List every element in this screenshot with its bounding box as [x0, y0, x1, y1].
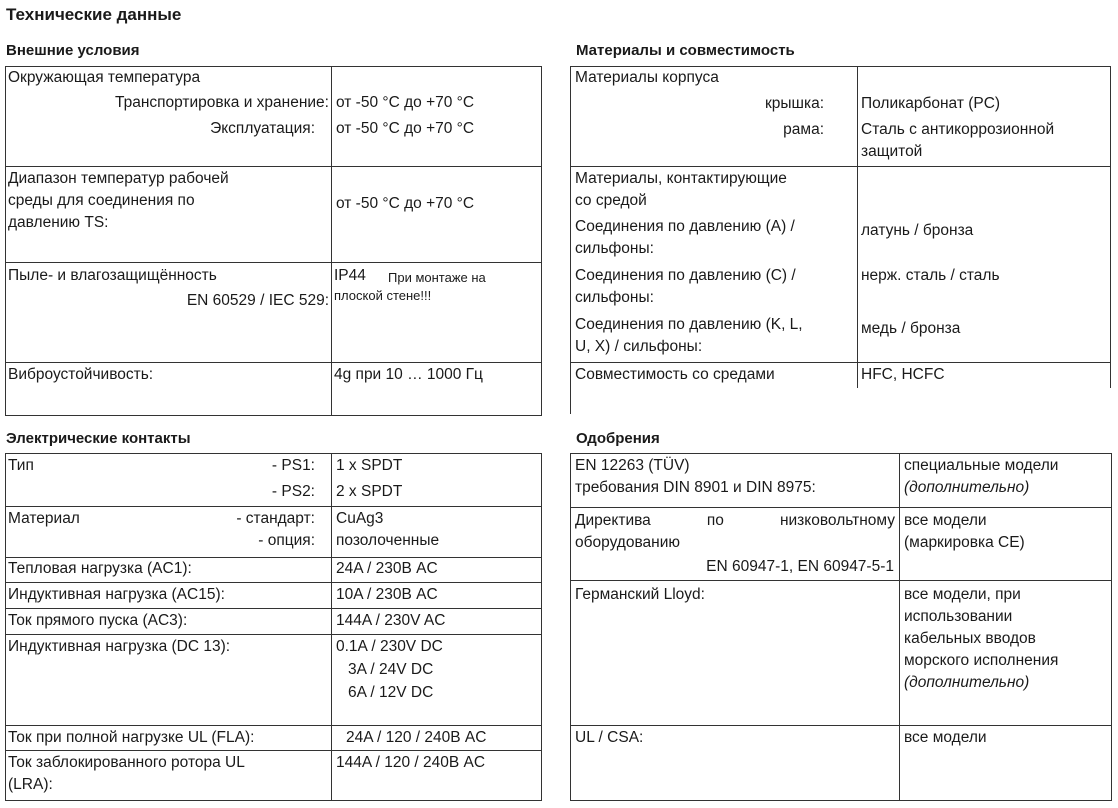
dust-standard: EN 60529 / IEC 529:	[186, 292, 329, 309]
lra-value: 144A / 120 / 240В AC	[336, 754, 486, 771]
dust-note-1: При монтаже на	[388, 270, 486, 285]
en12263-value-2: (дополнительно)	[904, 479, 1030, 496]
approvals-heading: Одобрения	[576, 430, 660, 447]
vibration-value: 4g при 10 … 1000 Гц	[334, 366, 483, 383]
operation-label: Эксплуатация:	[210, 120, 315, 137]
contact-label-1: Материалы, контактирующие	[575, 170, 787, 187]
medium-label-3: давлению TS:	[8, 214, 109, 231]
lloyd-value-1: все модели, при	[904, 586, 1021, 603]
conn-a-value: латунь / бронза	[861, 222, 974, 239]
housing-label: Материалы корпуса	[575, 69, 719, 86]
lloyd-value-2: использовании	[904, 608, 1013, 625]
low-voltage-value-1: все модели	[904, 512, 987, 529]
env-heading: Внешние условия	[6, 42, 140, 59]
compat-value: HFC, HCFC	[861, 366, 945, 383]
lv-word-2: по	[706, 512, 724, 529]
ac1-value: 24A / 230В AC	[336, 560, 438, 577]
standard-label: - стандарт:	[236, 510, 315, 527]
type-label: Тип	[8, 457, 34, 474]
ul-csa-label: UL / CSA:	[575, 729, 644, 746]
en12263-label-1: EN 12263 (TÜV)	[575, 457, 690, 474]
conn-k-label-2: U, X) / сильфоны:	[575, 338, 703, 355]
lloyd-value-3: кабельных вводов	[904, 630, 1036, 647]
conn-k-label-1: Соединения по давлению (K, L,	[575, 316, 803, 333]
dc13-value-3: 6A / 12V DC	[348, 684, 434, 701]
material-label: Материал	[8, 510, 80, 527]
lloyd-label: Германский Lloyd:	[575, 586, 705, 603]
en12263-label-2: требования DIN 8901 и DIN 8975:	[575, 479, 816, 496]
page-title: Технические данные	[6, 5, 182, 24]
dust-label: Пыле- и влагозащищённость	[8, 267, 217, 284]
low-voltage-value-2: (маркировка CE)	[904, 534, 1025, 551]
cover-value: Поликарбонат (PC)	[861, 95, 1001, 112]
low-voltage-line-2: оборудованию	[575, 534, 680, 551]
materials-heading: Материалы и совместимость	[576, 42, 795, 59]
frame-value-2: защитой	[861, 143, 923, 160]
medium-label-1: Диапазон температур рабочей	[8, 170, 229, 187]
lv-word-3: низковольтному	[779, 512, 895, 529]
ac3-value: 144A / 230V AC	[336, 612, 446, 629]
lloyd-value-4: морского исполнения	[904, 652, 1059, 669]
conn-a-label-1: Соединения по давлению (А) /	[575, 218, 795, 235]
standard-value: CuAg3	[336, 510, 384, 527]
conn-c-value: нерж. сталь / сталь	[861, 267, 1000, 284]
frame-value-1: Сталь с антикоррозионной	[861, 121, 1055, 138]
dc13-value-2: 3A / 24V DC	[348, 661, 434, 678]
low-voltage-line-1	[575, 510, 895, 532]
dc13-label: Индуктивная нагрузка (DC 13):	[8, 638, 231, 655]
ps2-label: - PS2:	[271, 483, 315, 500]
conn-c-label-2: сильфоны:	[575, 289, 654, 306]
transport-label: Транспортировка и хранение:	[114, 94, 329, 111]
lra-label-2: (LRA):	[8, 776, 53, 793]
cover-label: крышка:	[764, 95, 824, 112]
ac1-label: Тепловая нагрузка (AC1):	[8, 560, 192, 577]
fla-value: 24A / 120 / 240В AC	[346, 729, 487, 746]
ps1-label: - PS1:	[271, 457, 315, 474]
ps2-value: 2 x SPDT	[336, 483, 403, 500]
ps1-value: 1 x SPDT	[336, 457, 403, 474]
ac15-value: 10A / 230В AC	[336, 586, 438, 603]
ul-csa-value: все модели	[904, 729, 987, 746]
en12263-value-1: специальные модели	[904, 457, 1059, 474]
ac3-label: Ток прямого пуска (AC3):	[8, 612, 188, 629]
lra-label-1: Ток заблокированного ротора UL	[8, 754, 245, 771]
frame-label: рама:	[783, 121, 824, 138]
conn-c-label-1: Соединения по давлению (C) /	[575, 267, 796, 284]
conn-a-label-2: сильфоны:	[575, 240, 654, 257]
lv-word-1: Директива	[575, 512, 651, 529]
operation-value: от -50 °C до +70 °C	[336, 120, 475, 137]
fla-label: Ток при полной нагрузке UL (FLA):	[8, 729, 255, 746]
medium-label-2: среды для соединения по	[8, 192, 195, 209]
dust-note-2: плоской стене!!!	[334, 288, 432, 303]
lloyd-value-5: (дополнительно)	[904, 674, 1030, 691]
dust-ip: IP44	[334, 267, 366, 284]
option-label: - опция:	[258, 532, 315, 549]
dc13-value-1: 0.1A / 230V DC	[336, 638, 443, 655]
electrical-heading: Электрические контакты	[6, 430, 191, 447]
compat-label: Совместимость со средами	[575, 366, 775, 383]
low-voltage-standards: EN 60947-1, EN 60947-5-1	[706, 558, 894, 575]
conn-k-value: медь / бронза	[861, 320, 961, 337]
contact-label-2: со средой	[575, 192, 647, 209]
transport-value: от -50 °C до +70 °C	[336, 94, 475, 111]
option-value: позолоченные	[336, 532, 440, 549]
vibration-label: Виброустойчивость:	[8, 366, 154, 383]
ac15-label: Индуктивная нагрузка (AC15):	[8, 586, 225, 603]
ambient-label: Окружающая температура	[8, 69, 201, 86]
medium-value: от -50 °C до +70 °C	[336, 195, 475, 212]
